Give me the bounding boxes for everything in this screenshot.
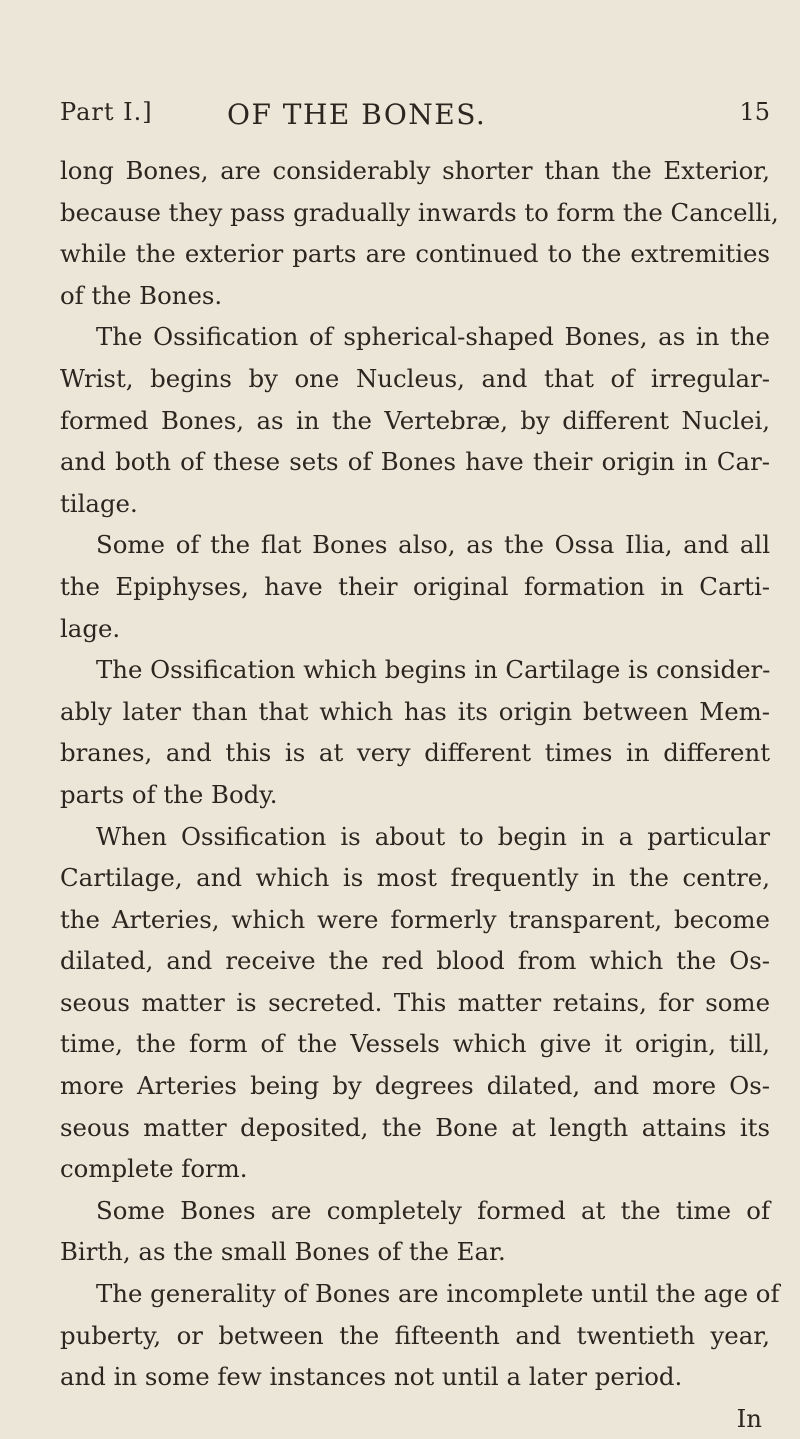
- catchword: In: [736, 1403, 762, 1433]
- paragraph: [60, 649, 770, 815]
- paragraph: [60, 1190, 770, 1273]
- text-line: puberty, or between the fifteenth and twentieth year,: [60, 1320, 770, 1350]
- text-line: formed Bones, as in the Vertebræ, by different Nuclei,: [60, 405, 770, 435]
- text-line: Cartilage, and which is most frequently in the centre,: [60, 863, 770, 893]
- running-header: [60, 98, 770, 134]
- text-line: ably later than that which has its origin between Mem-: [60, 696, 770, 726]
- text-line: dilated, and receive the red blood from which the Os-: [60, 946, 770, 976]
- text-line: while the exterior parts are continued to the extremities: [60, 239, 770, 269]
- text-line: Wrist, begins by one Nucleus, and that of irregular-: [60, 363, 770, 393]
- text-line: parts of the Body.: [60, 779, 278, 809]
- text-line: The Ossification of spherical-shaped Bones, as in the: [96, 322, 770, 352]
- paragraph: [60, 150, 779, 316]
- paragraph: [60, 1273, 780, 1398]
- paragraph: [60, 816, 770, 1190]
- paragraph: [60, 524, 770, 649]
- text-line: branes, and this is at very different times in different: [60, 738, 770, 768]
- text-line: time, the form of the Vessels which give it origin, till,: [60, 1029, 770, 1059]
- text-line: and in some few instances not until a later period.: [60, 1362, 683, 1392]
- text-line: seous matter deposited, the Bone at length attains its: [60, 1112, 770, 1142]
- text-line: complete form.: [60, 1154, 248, 1184]
- text-line: Birth, as the small Bones of the Ear.: [60, 1237, 506, 1267]
- part-label: Part I.]: [60, 98, 153, 126]
- page-title: OF THE BONES.: [227, 98, 487, 131]
- text-line: long Bones, are considerably shorter than the Exterior,: [60, 156, 770, 185]
- text-line: Some Bones are completely formed at the time of: [96, 1195, 770, 1225]
- text-line: lage.: [60, 613, 121, 643]
- paragraph: [60, 316, 770, 524]
- text-line: seous matter is secreted. This matter retains, for some: [60, 987, 770, 1017]
- text-line: Some of the flat Bones also, as the Ossa Ilia, and all: [96, 530, 770, 560]
- text-line: and both of these sets of Bones have their origin in Car-: [60, 447, 770, 477]
- text-line: because they pass gradually inwards to form the Cancelli,: [60, 197, 779, 227]
- text-line: the Arteries, which were formerly transparent, become: [60, 904, 770, 934]
- text-line: When Ossification is about to begin in a particular: [96, 821, 770, 851]
- text-line: more Arteries being by degrees dilated, and more Os-: [60, 1071, 770, 1101]
- body-text: [60, 150, 780, 1439]
- page-number: 15: [739, 98, 770, 126]
- text-line: the Epiphyses, have their original formation in Carti-: [60, 571, 770, 601]
- text-line: The generality of Bones are incomplete until the age of: [96, 1279, 780, 1309]
- text-line: The Ossification which begins in Cartilage is consider-: [96, 655, 771, 685]
- text-line: tilage.: [60, 488, 138, 518]
- text-line: of the Bones.: [60, 280, 223, 310]
